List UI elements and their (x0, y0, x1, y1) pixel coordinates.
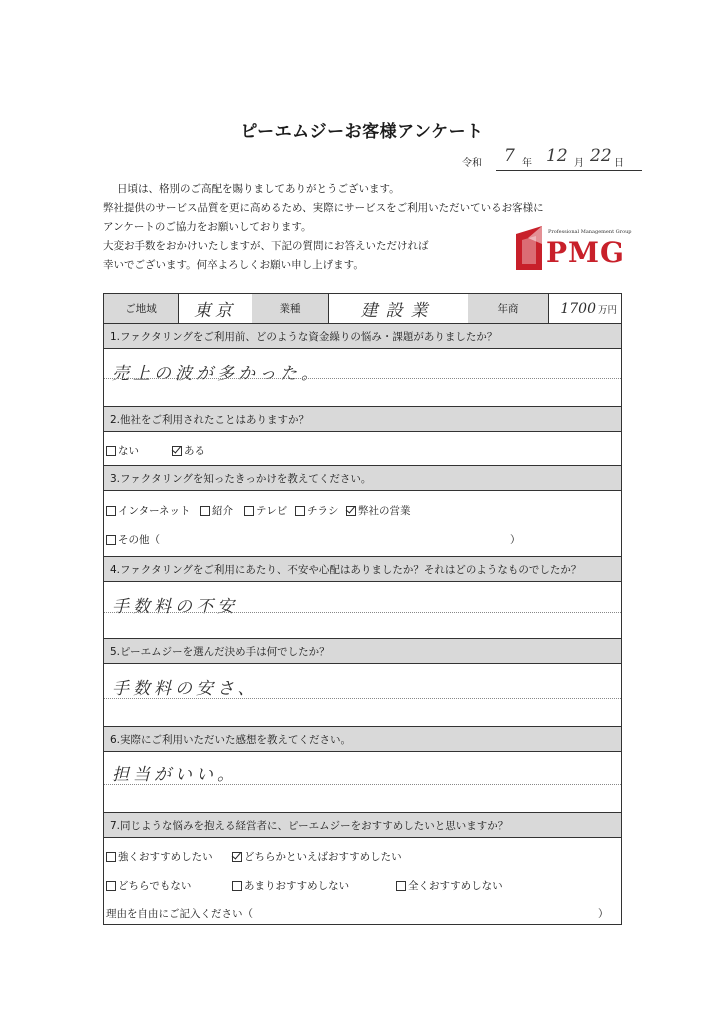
q7-option-label: どちらかといえばおすすめしたい (244, 851, 402, 863)
q4-question: 4.ファクタリングをご利用にあたり、不安や心配はありましたか？それはどのようなものでしたか？ (104, 557, 621, 581)
q7-reason-label: 理由を自由にご記入ください（ (106, 908, 253, 920)
checkbox-icon (295, 506, 305, 516)
q7-question: 7.同じような悩みを抱える経営者に、ピーエムジーをおすすめしたいと思いますか？ (104, 813, 621, 837)
checkbox-icon (232, 881, 242, 891)
q3-option-label: チラシ (307, 505, 339, 517)
q7-reason-field[interactable] (106, 906, 611, 921)
q2-option-none[interactable] (106, 443, 139, 458)
checkbox-checked-icon (232, 852, 242, 862)
intro-line: 幸いでございます。何卒よろしくお願い申し上げます。 (103, 259, 364, 271)
q3-other-label: その他（ (118, 534, 160, 546)
q3-option-sales[interactable] (346, 503, 411, 518)
date-era: 令和 (462, 158, 482, 169)
region-field[interactable] (178, 294, 252, 323)
date-month-unit: 月 (574, 158, 584, 169)
q3-option-label: 弊社の営業 (358, 505, 411, 517)
q7-option-not-at-all[interactable] (396, 878, 503, 893)
q3-option-label: 紹介 (212, 505, 233, 517)
q4-answer[interactable]: 手数料の不安 (112, 597, 238, 617)
region-label: ご地域 (104, 294, 178, 323)
checkbox-checked-icon (172, 446, 182, 456)
intro-line: アンケートのご協力をお願いしております。 (103, 221, 312, 233)
q1-answer[interactable]: 売上の波が多かった。 (112, 364, 322, 384)
q3-question: 3.ファクタリングを知ったきっかけを教えてください。 (104, 466, 621, 490)
checkbox-checked-icon (346, 506, 356, 516)
checkbox-icon (106, 446, 116, 456)
intro-text (103, 180, 573, 275)
q5-answer[interactable]: 手数料の安さ、 (112, 679, 259, 699)
sales-value: 1700 (560, 300, 596, 317)
checkbox-icon (396, 881, 406, 891)
q3-option-referral[interactable] (200, 503, 233, 518)
q7-option-label: あまりおすすめしない (244, 880, 350, 892)
q3-option-label: テレビ (256, 505, 288, 517)
q3-option-flyer[interactable] (295, 503, 339, 518)
industry-field[interactable] (328, 294, 468, 323)
date-field (462, 148, 642, 174)
q7-option-somewhat[interactable] (232, 849, 402, 864)
q7-option-neutral[interactable] (106, 878, 191, 893)
q3-option-internet[interactable] (106, 503, 191, 518)
q3-option-label: インターネット (118, 505, 191, 517)
q6-answer[interactable]: 担当がいい。 (112, 765, 238, 785)
info-row (104, 294, 621, 323)
sales-unit: 万円 (597, 304, 617, 316)
q7-reason-close: ） (598, 908, 609, 920)
industry-label: 業種 (252, 294, 328, 323)
q2-option-label: ない (118, 445, 139, 457)
intro-line: 日頃は、格別のご高配を賜りましてありがとうございます。 (117, 183, 400, 195)
checkbox-icon (106, 506, 116, 516)
q7-option-label: 全くおすすめしない (408, 880, 503, 892)
date-year-unit: 年 (522, 158, 532, 169)
date-month-value: 12 (546, 146, 568, 166)
survey-form (103, 293, 622, 925)
pmg-logo-text: PMG (546, 236, 625, 269)
page-title: ピーエムジーお客様アンケート (240, 122, 484, 142)
q2-question: 2.他社をご利用されたことはありますか？ (104, 407, 621, 431)
q3-other-close: ） (510, 534, 521, 546)
q7-option-label: どちらでもない (118, 880, 192, 892)
checkbox-icon (244, 506, 254, 516)
region-value: 東京 (194, 301, 236, 321)
pmg-logo (514, 224, 632, 272)
q5-question: 5.ピーエムジーを選んだ決め手は何でしたか？ (104, 639, 621, 663)
checkbox-icon (106, 852, 116, 862)
date-day-unit: 日 (614, 158, 624, 169)
q2-option-label: ある (184, 445, 205, 457)
sales-label: 年商 (468, 294, 548, 323)
checkbox-icon (200, 506, 210, 516)
q2-option-yes[interactable] (172, 443, 205, 458)
checkbox-icon (106, 535, 116, 545)
date-year-value: 7 (504, 146, 515, 166)
q3-option-other[interactable] (106, 532, 521, 547)
q7-option-not-much[interactable] (232, 878, 349, 893)
date-day-value: 22 (590, 146, 612, 166)
industry-value: 建設業 (360, 301, 436, 321)
q7-option-label: 強くおすすめしたい (118, 851, 213, 863)
q6-question: 6.実際にご利用いただいた感想を教えてください。 (104, 727, 621, 751)
intro-line: 大変お手数をおかけいたしますが、下記の質問にお答えいただければ (103, 240, 429, 252)
q1-question: 1.ファクタリングをご利用前、どのような資金繰りの悩み・課題がありましたか？ (104, 324, 621, 348)
checkbox-icon (106, 881, 116, 891)
pmg-logo-mark-icon (514, 224, 544, 272)
q7-option-strongly[interactable] (106, 849, 213, 864)
q3-option-tv[interactable] (244, 503, 287, 518)
pmg-logo-subtitle: Professional Management Group (548, 229, 632, 235)
intro-line: 弊社提供のサービス品質を更に高めるため、実際にサービスをご利用いただいているお客様に (103, 202, 544, 214)
sales-field[interactable] (548, 294, 621, 323)
